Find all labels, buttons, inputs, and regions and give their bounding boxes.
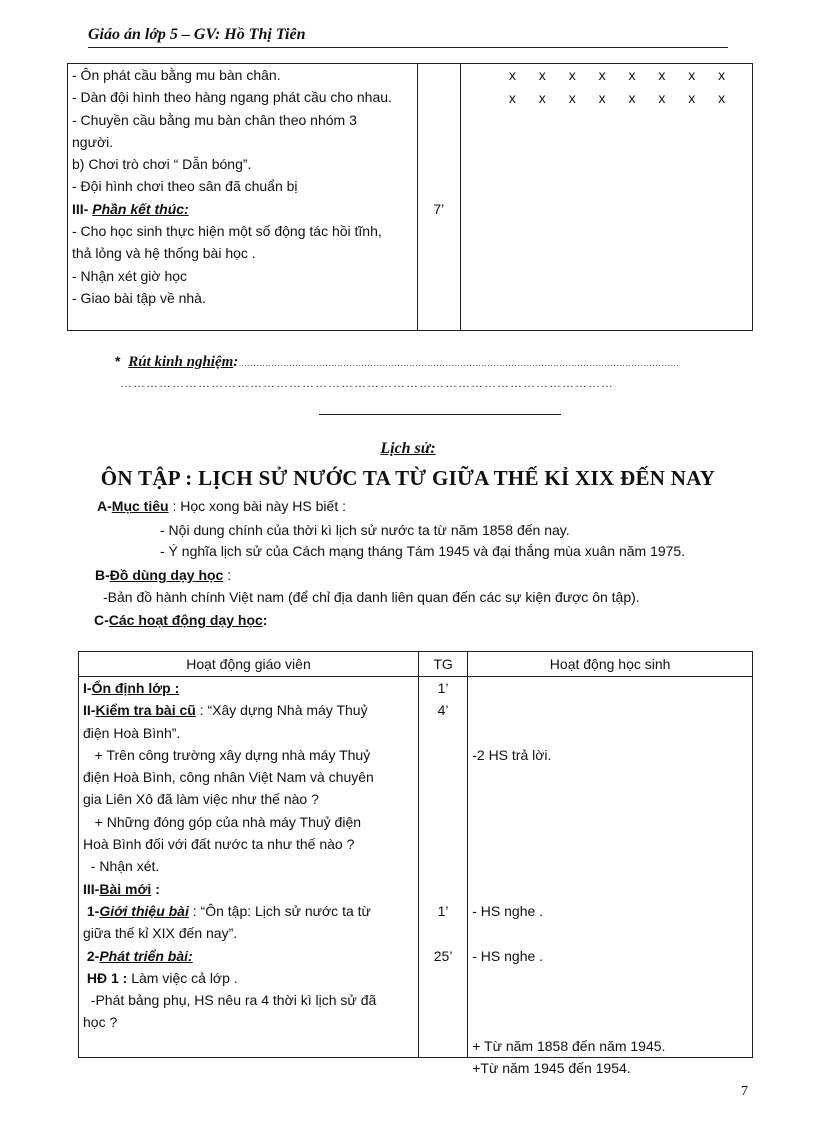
section-title: Phần kết thúc: bbox=[92, 200, 189, 217]
teacher-line: -Phát bảng phụ, HS nêu ra 4 thời kì lịch sử đã bbox=[83, 992, 377, 1009]
activity-line: - Giao bài tập về nhà. bbox=[72, 289, 206, 306]
time-value: 1’ bbox=[437, 680, 449, 696]
section-heading: III- Phần kết thúc: bbox=[72, 200, 189, 217]
activity-line: - Chuyền cầu bằng mu bàn chân theo nhóm 3 bbox=[72, 111, 357, 128]
student-column bbox=[468, 677, 753, 1076]
teacher-line: học ? bbox=[83, 1014, 118, 1031]
objective-item: - Ý nghĩa lịch sử của Cách mạng tháng Tám 1945 và đại thắng mùa xuân năm 1975. bbox=[160, 543, 686, 559]
teacher-line: giữa thế kỉ XIX đến nay”. bbox=[83, 925, 238, 942]
objective-item: - Nội dung chính của thời kì lịch sử nước ta từ năm 1858 đến nay. bbox=[160, 522, 570, 538]
time-cell bbox=[417, 64, 460, 331]
activities-table bbox=[78, 651, 753, 1076]
teacher-line: + Những đóng góp của nhà máy Thuỷ điện bbox=[83, 813, 362, 830]
student-line: + Từ năm 1858 đến năm 1945. bbox=[472, 1038, 666, 1054]
teacher-line: Hoà Bình đối với đất nước ta như thế nào ? bbox=[83, 836, 355, 853]
activity-line: - Ôn phát cầu bằng mu bàn chân. bbox=[72, 67, 281, 83]
page-number: 7 bbox=[741, 1084, 748, 1099]
pe-lesson-table bbox=[67, 63, 753, 331]
lesson-title: ÔN TẬP : LỊCH SỬ NƯỚC TA TỪ GIỮA THẾ KỈ XIX ĐẾN NAY bbox=[100, 466, 716, 490]
notes-dots: ………………………………………………………………………………………………………………………………… bbox=[238, 358, 680, 368]
teacher-line: điện Hoà Bình”. bbox=[83, 724, 181, 741]
teacher-line: gia Liên Xô đã làm việc như thế nào ? bbox=[83, 791, 319, 808]
section-a: A-Mục tiêu : Học xong bài này HS biết : bbox=[97, 498, 346, 514]
activity-line: - Nhận xét giờ học bbox=[72, 267, 188, 284]
separator-line bbox=[319, 414, 561, 415]
student-line: - HS nghe . bbox=[472, 903, 544, 919]
step-label: Kiểm tra bài cũ bbox=[95, 702, 196, 719]
subject-heading: Lịch sử: bbox=[380, 440, 436, 457]
section-c: C-Các hoạt động dạy học: bbox=[94, 612, 268, 628]
step-label: Bài mới bbox=[99, 880, 152, 897]
student-line: - HS nghe . bbox=[472, 948, 544, 964]
step-label: Giới thiệu bài bbox=[99, 902, 189, 919]
formation-cell bbox=[460, 64, 752, 331]
time-value: 1’ bbox=[437, 903, 449, 919]
teacher-cell: I-Ổn định lớp : II-Kiểm tra bài cũ : “Xây dựng Nhà máy Thuỷ điện Hoà Bình”. + Trên công trường xây dựng nhà máy Thuỷ điện Hoà Bình, công nhân Việt Nam và chuyên gia Liên Xô đã làm việc như thế nào ? + Những đóng góp của nhà máy Thuỷ điện Hoà Bình đối với đất nước ta như thế nào ? - Nhận xét. III-Bài mới : 1-Giới thiệu bài : “Ôn tập: Lịch sử nước ta từ giữa thế kỉ XIX đến nay”. 2-Phát triển bài: HĐ 1 : Làm việc cả lớp . -Phát bảng phụ, HS nêu ra 4 thời kì lịch sử đã học ? bbox=[79, 677, 419, 1058]
lesson-notes: * Rút kinh nghiệm:………………………………………………………………………………………………………………………………… bbox=[115, 353, 680, 370]
activity-line: người. bbox=[72, 133, 114, 150]
activity-line: thả lỏng và hệ thống bài học . bbox=[72, 245, 256, 262]
materials-item: -Bản đồ hành chính Việt nam (để chỉ địa danh liên quan đến các sự kiện được ôn tập). bbox=[103, 589, 640, 605]
activity-line: b) Chơi trò chơi “ Dẫn bóng”. bbox=[72, 156, 252, 173]
student-line: -2 HS trả lời. bbox=[472, 747, 552, 763]
notes-dots-line: …………………………………………………………………………………………………… bbox=[120, 376, 614, 390]
activity-line: - Đội hình chơi theo sân đã chuẩn bị bbox=[72, 178, 298, 195]
time-value: 7’ bbox=[433, 201, 445, 217]
time-value: 4’ bbox=[437, 702, 449, 719]
activity-cell bbox=[68, 64, 418, 331]
activity-line: - Cho học sinh thực hiện một số động tác hồi tĩnh, bbox=[72, 223, 382, 240]
student-line: +Từ năm 1945 đến 1954. bbox=[472, 1060, 631, 1076]
time-value: 25’ bbox=[433, 948, 453, 964]
teacher-line: - Nhận xét. bbox=[83, 858, 160, 875]
teacher-line: điện Hoà Bình, công nhân Việt Nam và chuyên bbox=[83, 769, 374, 786]
page-header: Giáo án lớp 5 – GV: Hồ Thị Tiên bbox=[88, 26, 728, 48]
section-b: B-Đồ dùng dạy học : bbox=[95, 567, 232, 583]
teacher-line: + Trên công trường xây dựng nhà máy Thuỷ bbox=[83, 746, 371, 763]
notes-label: Rút kinh nghiệm bbox=[128, 354, 234, 370]
activity-line: - Dàn đội hình theo hàng ngang phát cầu cho nhau. bbox=[72, 89, 392, 106]
formation-row: x x x x x x x x bbox=[508, 89, 735, 106]
step-label: Phát triển bài: bbox=[99, 947, 193, 964]
header-student: Hoạt động học sinh bbox=[468, 652, 753, 677]
header-teacher: Hoạt động giáo viên bbox=[79, 652, 419, 677]
step-label: Ổn định lớp : bbox=[91, 680, 180, 696]
formation-row: x x x x x x x x bbox=[508, 67, 735, 83]
header-time: TG bbox=[418, 652, 467, 677]
time-column bbox=[418, 677, 467, 1058]
